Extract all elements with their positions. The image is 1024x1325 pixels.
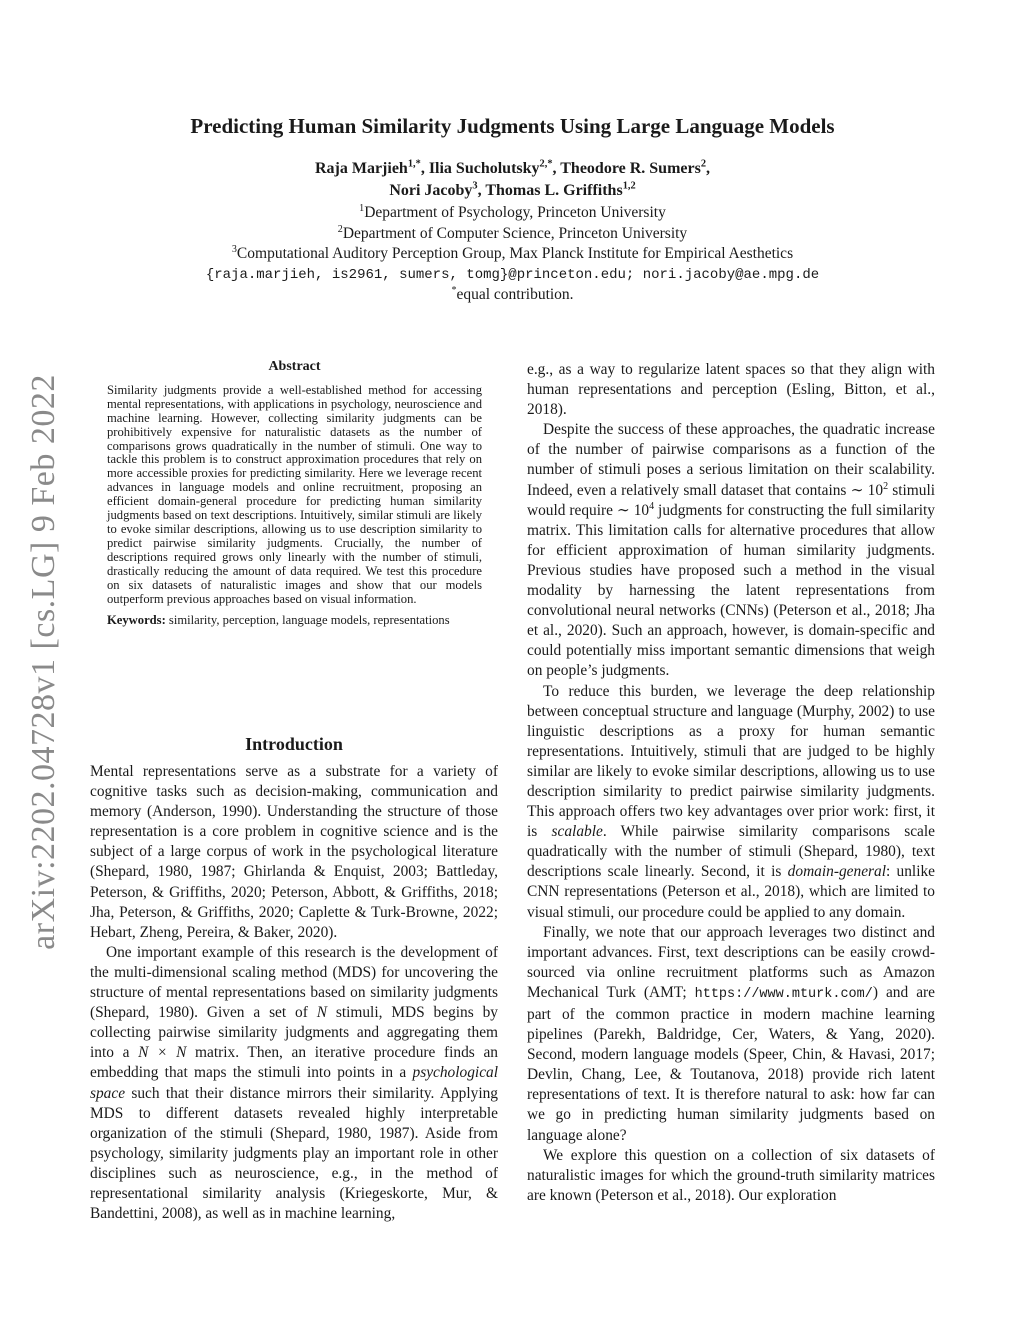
emphasis-scalable: scalable <box>551 823 603 841</box>
abstract-section <box>107 360 482 628</box>
text-run: matrix. Then, an iterative procedure finds an embedding that maps the stimuli into points in a <box>90 1044 498 1082</box>
affiliations <box>90 203 935 306</box>
arxiv-sidebar <box>22 362 66 962</box>
intro-paragraph-1: Mental representations serve as a substrate for a variety of cognitive tasks such as decision-making, communication and memory (Anderson, 1990). Understanding the structure of those representation is a core problem in cognitive science and is the subject of a large corpus of work in the psychological literature (Shepard, 1980, 1987; Ghirlanda & Enquist, 2003; Battleday, Peterson, & Griffiths, 2020; Peterson, Abbott, & Griffiths, 2018; Jha, Peterson, & Griffiths, 2020; Caplette & Turk-Browne, 2022; Hebart, Zheng, Pereira, & Baker, 2020). <box>90 763 498 941</box>
equal-contribution-note <box>90 285 935 306</box>
math-n-by-n: N × N <box>138 1044 187 1062</box>
abstract-body: Similarity judgments provide a well-established method for accessing mental representations, with applications in psychology, neuroscience and machine learning. However, collecting similarity judgments can be prohibitively expensive for naturalistic datasets as the number of comparisons grows quadratically in the number of stimuli. One way to tackle this problem is to construct approximation procedures that rely on more accessible proxies for predicting similarity. Here we leverage recent advances in language models and online recruitment, proposing an efficient domain-general procedure for predicting human similarity judgments based on text descriptions. Intuitively, similar stimuli are likely to evoke similar descriptions, allowing us to use description similarity to predict pairwise similarity judgments. Crucially, the number of descriptions required grows only linearly with the number of stimuli, drastically reducing the amount of data required. We test this procedure on six datasets of naturalistic images and show that our models outperform previous approaches based on visual information. <box>107 382 482 606</box>
abstract-heading: Abstract <box>268 359 321 374</box>
emphasis-psychological-space: psychological space <box>90 1064 498 1102</box>
math-n: N <box>316 1004 327 1022</box>
right-paragraph-1: e.g., as a way to regularize latent spaces so that they align with human representations and perception (Esling, Bitton, et al., 2018). <box>527 361 935 419</box>
keywords <box>107 614 482 628</box>
author-line-2 <box>90 180 935 202</box>
exponent: 2 <box>883 480 889 492</box>
text-run: judgments for constructing the full similarity matrix. This limitation calls for alternative procedures that allow for efficient approximation of human similarity judgments. Previous studies have proposed such a method in the visual modality by harnessing the latent representations from convolutional neural networks (CNNs) (Peterson et al., 2018; Jha et al., 2020). Such an approach, however, is domain-specific and could potentially miss important semantic dimensions that weigh on people’s judgments. <box>527 501 935 680</box>
affiliation-3 <box>90 244 935 265</box>
introduction-heading: Introduction <box>245 734 343 754</box>
text-run: One important example of this research is the development of the multi-dimensional scaling method (MDS) for uncovering the structure of mental representations based on similarity judgments (Shepard, 1980). Given a set of <box>90 943 498 1022</box>
right-paragraph-4 <box>527 923 935 1146</box>
arxiv-identifier: arXiv:2202.04728v1 [cs.LG] 9 Feb 2022 <box>25 374 62 950</box>
emphasis-domain-general: domain-general <box>787 863 886 881</box>
note-mark: * <box>451 284 457 296</box>
right-paragraph-3 <box>527 682 935 923</box>
text-run: Despite the success of these approaches, the quadratic increase of the number of pairwise comparisons as a function of the number of stimuli poses a serious limitation on their scalability. Indeed, even a relatively small dataset that contains ∼ 10 <box>527 421 935 499</box>
text-run: : unlike CNN representations (Peterson et al., 2018), which are limited to visual stimuli, our procedure could be applied to any domain. <box>527 863 936 921</box>
author-emails: {raja.marjieh, is2961, sumers, tomg}@princeton.edu; nori.jacoby@ae.mpg.de <box>205 266 820 283</box>
affil-number: 3 <box>231 243 237 255</box>
right-column <box>527 360 935 1206</box>
author-list <box>90 158 935 202</box>
left-column <box>90 732 498 1224</box>
exponent: 4 <box>649 500 655 512</box>
author-affil-mark: 1,2 <box>622 180 636 192</box>
affiliation-2 <box>90 224 935 245</box>
author-name: , Ilia Sucholutsky <box>420 160 540 177</box>
author-name: Nori Jacoby <box>389 182 473 199</box>
author-name: , Theodore R. Sumers <box>552 160 701 177</box>
right-paragraph-2 <box>527 420 935 681</box>
author-affil-mark: 1,* <box>407 158 421 170</box>
affil-text: Department of Computer Science, Princeton University <box>342 224 688 242</box>
text-run: stimuli would require ∼ 10 <box>527 481 936 519</box>
affil-number: 2 <box>337 223 343 235</box>
text-run: stimuli, MDS begins by collecting pairwise similarity judgments and aggregating them into a <box>90 1004 498 1062</box>
author-name: Raja Marjieh <box>314 160 408 177</box>
author-line-1 <box>90 158 935 180</box>
right-paragraph-5: We explore this question on a collection of six datasets of naturalistic images for which the ground-truth similarity matrices are known (Peterson et al., 2018). Our exploration <box>527 1146 935 1204</box>
affil-text: Department of Psychology, Princeton University <box>364 204 666 221</box>
author-affil-mark: 2 <box>700 158 707 170</box>
author-affil-mark: 2,* <box>539 158 553 170</box>
affil-text: Computational Auditory Perception Group, Max Planck Institute for Empirical Aesthetics <box>236 245 794 262</box>
keywords-list: similarity, perception, language models, representations <box>165 613 450 628</box>
text-run: To reduce this burden, we leverage the deep relationship between conceptual structure and language (Murphy, 2002) to use linguistic descriptions as a proxy for human semantic representations. Intuitively, stimuli that are judged to be highly similar are likely to evoke similar descriptions, allowing us to use description similarity to predict pairwise similarity judgments. This approach offers two key advantages over prior work: first, it is <box>527 682 935 841</box>
intro-paragraph-2 <box>90 943 498 1224</box>
author-affil-mark: 3 <box>472 180 478 192</box>
paper-title: Predicting Human Similarity Judgments Using Large Language Models <box>190 114 835 138</box>
affiliation-1 <box>90 203 935 224</box>
author-name: , Thomas L. Griffiths <box>477 182 623 199</box>
text-run: Finally, we note that our approach leverages two distinct and important advances. First, text descriptions can be easily crowd-sourced via online recruitment platforms such as Amazon Mechanical Turk (AMT; <box>527 923 935 1001</box>
author-separator: , <box>706 160 711 177</box>
text-run: ) and are part of the common practice in modern machine learning pipelines (Parekh, Baldridge, Cer, Waters, & Yang, 2020). Second, modern language models (Speer, Chin, & Havasi, 2017; Devlin, Chang, Lee, & Toutanova, 2018) provide rich latent representations of text. It is therefore natural to ask: how far can we go in predicting human similarity judgments based on language alone? <box>527 983 935 1144</box>
affil-number: 1 <box>359 202 365 214</box>
text-run: . While pairwise similarity comparisons scale quadratically with the number of stimuli (Shepard, 1980), text descriptions scale linearly. Second, it is <box>527 823 935 881</box>
mturk-url[interactable]: https://www.mturk.com/ <box>694 986 873 1002</box>
note-text: equal contribution. <box>456 286 574 303</box>
keywords-label: Keywords: <box>107 613 166 628</box>
text-run: such that their distance mirrors their similarity. Applying MDS to different datasets revealed highly interpretable organization of the stimuli (Shepard, 1980, 1987). Aside from psychology, similarity judgments play an important role in other disciplines such as neuroscience, e.g., in the method of representational similarity analysis (Kriegeskorte, Mur, & Bandettini, 2008), as well as in machine learning, <box>90 1084 498 1223</box>
